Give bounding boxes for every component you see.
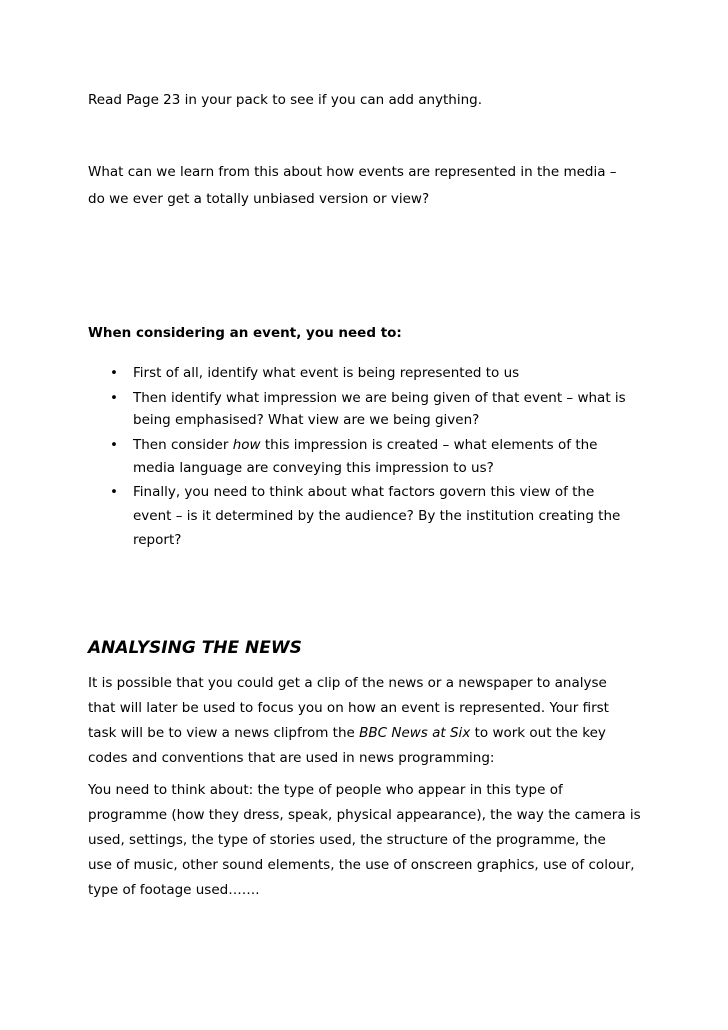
news-para-2-line-1: You need to think about: the type of people who appear in this type of	[88, 782, 563, 798]
news-para-2-line-2: programme (how they dress, speak, physical appearance), the way the camera is	[88, 807, 641, 823]
bullet-2-line-1: Then identify what impression we are being given of that event – what is	[133, 390, 626, 406]
bullet-3-line-2: media language are conveying this impression to us?	[133, 460, 494, 476]
bullet-4-line-1: Finally, you need to think about what factors govern this view of the	[133, 484, 595, 500]
considering-heading: When considering an event, you need to:	[88, 325, 402, 341]
read-page-instruction: Read Page 23 in your pack to see if you can add anything.	[88, 92, 483, 108]
news-para-1-text-b: to work out the key	[470, 725, 606, 741]
bullet-4-line-2: event – is it determined by the audience? By the institution creating the	[133, 508, 621, 524]
bullet-3-text-a: Then consider	[133, 437, 233, 453]
bullet-3-emphasis: how	[232, 437, 261, 453]
news-para-1-line-3	[88, 724, 606, 742]
news-para-2-line-4: use of music, other sound elements, the use of onscreen graphics, use of colour,	[88, 857, 635, 873]
bullet-marker-4: •	[110, 484, 118, 500]
bullet-marker-1: •	[110, 365, 118, 381]
bullet-3-line-1	[133, 436, 597, 454]
media-question-line-2: do we ever get a totally unbiased version or view?	[88, 191, 430, 207]
bbc-news-title: BBC News at Six	[359, 725, 471, 741]
news-para-1-line-1: It is possible that you could get a clip of the news or a newspaper to analyse	[88, 675, 607, 691]
bullet-2-line-2: being emphasised? What view are we being given?	[133, 412, 480, 428]
news-para-1-text-a: task will be to view a news clipfrom the	[88, 725, 360, 741]
news-para-1-line-2: that will later be used to focus you on how an event is represented. Your first	[88, 700, 609, 716]
analysing-news-heading: ANALYSING THE NEWS	[88, 638, 302, 658]
bullet-4-line-3: report?	[133, 532, 182, 548]
bullet-marker-2: •	[110, 390, 118, 406]
news-para-2-line-3: used, settings, the type of stories used, the structure of the programme, the	[88, 832, 606, 848]
news-para-2-line-5: type of footage used…….	[88, 882, 260, 898]
news-para-1-line-4: codes and conventions that are used in news programming:	[88, 750, 495, 766]
bullet-marker-3: •	[110, 437, 118, 453]
bullet-1-line-1: First of all, identify what event is being represented to us	[133, 365, 520, 381]
media-question-line-1: What can we learn from this about how events are represented in the media –	[88, 164, 617, 180]
bullet-3-text-b: this impression is created – what elements of the	[260, 437, 598, 453]
